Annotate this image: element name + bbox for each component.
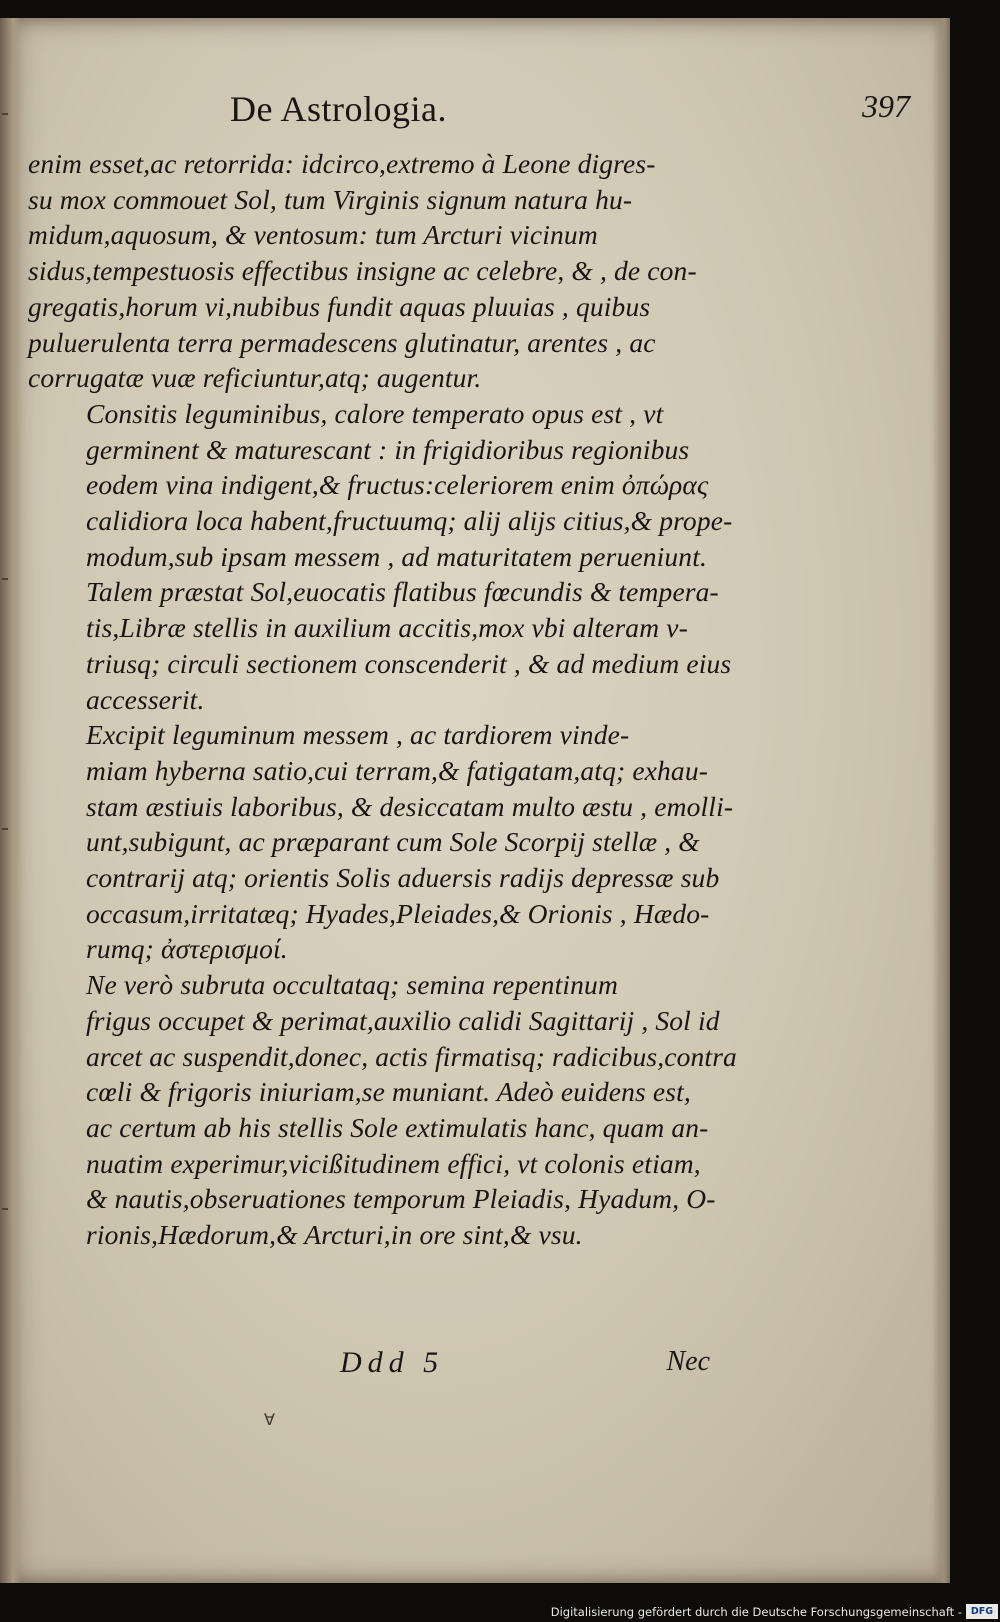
text-line: germinent & maturescant : in frigidioribus regionibus (86, 433, 690, 465)
body-text (28, 146, 737, 1253)
text-line: arcet ac suspendit,donec, actis firmatisq; radicibus,contra (86, 1040, 737, 1072)
text-line: triusq; circuli sectionem conscenderit , & ad medium eius (86, 647, 732, 679)
text-line: midum,aquosum, & ventosum: tum Arcturi vicinum (28, 219, 598, 251)
text-line: ac certum ab his stellis Sole extimulatis hanc, quam an- (86, 1111, 709, 1143)
page-edge-shadow (932, 18, 950, 1583)
digitization-credit: Digitalisierung gefördert durch die Deutsche Forschungsgemeinschaft - (550, 1605, 962, 1619)
text-line: Ne verò subruta occultataq; semina repentinum (86, 969, 618, 1001)
running-head-title: De Astrologia. (230, 89, 447, 129)
text-line: su mox commouet Sol, tum Virginis signum natura hu- (28, 183, 633, 215)
dfg-logo: DFG (966, 1604, 998, 1619)
page-gutter-shadow (0, 18, 22, 1583)
book-page (0, 18, 950, 1583)
running-head (230, 88, 910, 138)
page-number: 397 (862, 88, 910, 124)
signature-mark: Ddd 5 (340, 1346, 445, 1379)
text-line: eodem vina indigent,& fructus:celeriorem enim ὀπώρας (86, 469, 709, 501)
ink-flourish-icon: ∀ (264, 1412, 275, 1429)
text-line: contrarij atq; orientis Solis aduersis radijs depressæ sub (86, 862, 720, 894)
text-line: puluerulenta terra permadescens glutinatur, arentes , ac (28, 326, 656, 358)
paragraph (28, 717, 734, 967)
text-line: cœli & frigoris iniuriam,se muniant. Adeò euidens est, (86, 1076, 691, 1108)
paragraph (28, 396, 733, 717)
catchword: Nec (666, 1346, 710, 1377)
text-line: rionis,Hædorum,& Arcturi,in ore sint,& vsu. (86, 1219, 583, 1251)
text-line: gregatis,horum vi,nubibus fundit aquas pluuias , quibus (28, 290, 651, 322)
text-line: Consitis leguminibus, calore temperato opus est , vt (86, 397, 664, 429)
text-line: rumq; ἀστερισμοί. (86, 933, 288, 965)
text-line: corrugatæ vuæ reficiuntur,atq; augentur. (28, 362, 482, 394)
text-line: frigus occupet & perimat,auxilio calidi Sagittarij , Sol id (86, 1004, 720, 1036)
text-line: miam hyberna satio,cui terram,& fatigatam,atq; exhau- (86, 754, 709, 786)
text-line: occasum,irritatæq; Hyades,Pleiades,& Orionis , Hædo- (86, 897, 710, 929)
page-footer (340, 1346, 710, 1390)
text-line: tis,Libræ stellis in auxilium accitis,mox vbi alteram v- (86, 612, 688, 644)
paragraph (28, 967, 737, 1253)
margin-tick (2, 578, 8, 580)
text-line: accesserit. (86, 683, 205, 715)
text-line: sidus,tempestuosis effectibus insigne ac celebre, & , de con- (28, 255, 697, 287)
text-line: & nautis,obseruationes temporum Pleiadis, Hyadum, O- (86, 1183, 716, 1215)
text-line: calidiora loca habent,fructuumq; alij alijs citius,& prope- (86, 505, 733, 537)
text-line: stam æstiuis laboribus, & desiccatam multo æstu , emolli- (86, 790, 734, 822)
text-line: unt,subigunt, ac præparant cum Sole Scorpij stellæ , & (86, 826, 700, 858)
text-line: enim esset,ac retorrida: idcirco,extremo à Leone digres- (28, 148, 656, 179)
text-line: Talem præstat Sol,euocatis flatibus fœcundis & tempera- (86, 576, 719, 608)
paragraph (28, 146, 716, 396)
text-line: modum,sub ipsam messem , ad maturitatem perueniunt. (86, 540, 708, 572)
text-line: nuatim experimur,vicißitudinem effici, vt colonis etiam, (86, 1147, 701, 1179)
text-line: Excipit leguminum messem , ac tardiorem vinde- (86, 719, 630, 751)
margin-tick (2, 113, 8, 115)
margin-tick (2, 1208, 8, 1210)
margin-tick (2, 828, 8, 830)
